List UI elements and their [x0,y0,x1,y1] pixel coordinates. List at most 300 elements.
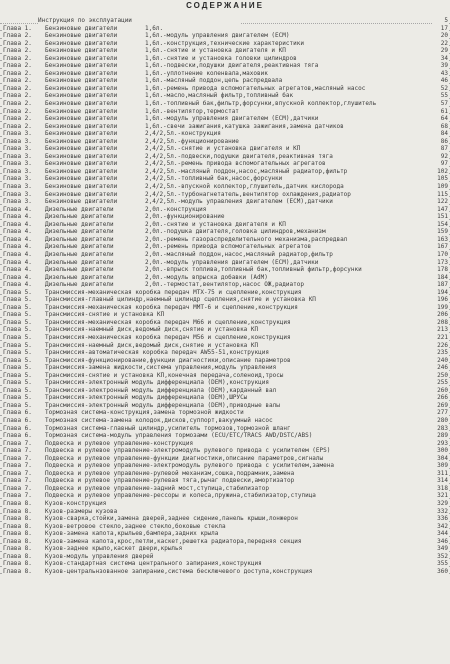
toc-heading: СОДЕРЖАНИЕ [186,1,264,10]
toc-page-number: 235 [432,349,448,357]
toc-chapter: Глава 6. [3,432,45,440]
toc-part: Бензиновые двигатели [45,198,145,206]
toc-chapter: Глава 3. [3,138,45,146]
toc-page-number: 20 [432,32,448,40]
toc-chapter: Глава 1. [3,25,45,33]
toc-chapter: Глава 3. [3,153,45,161]
toc-page-number: 336 [432,515,448,523]
toc-row[interactable] [0,319,450,327]
toc-page-number: 269 [432,402,448,410]
toc-part: Бензиновые двигатели [45,138,145,146]
toc-chapter: Глава 2. [3,40,45,48]
toc-page-number: 184 [432,274,448,282]
toc-part: Подвеска и рулевое управление-рулевой механизм,сошка,подрамник,замена [45,470,432,478]
toc-row[interactable] [0,168,450,176]
toc-page-number: 22 [432,40,448,48]
toc-row[interactable] [0,130,450,138]
toc-part: Трансмиссия-электронный модуль дифференциала (DEM),ШРУСы [45,394,432,402]
toc-page-number: 309 [432,462,448,470]
toc-part: Дизельные двигатели [45,281,145,289]
toc-page-number: 240 [432,357,448,365]
toc-page-number: 170 [432,251,448,259]
toc-chapter: Глава 2. [3,100,45,108]
toc-row[interactable] [0,160,450,168]
toc-page-number: 84 [432,130,448,138]
toc-part: Трансмиссия-механическая коробка передач ММТ-6 и сцепление,конструкция [45,304,432,312]
toc-page-number: 213 [432,326,448,334]
toc-page-number: 280 [432,417,448,425]
toc-row[interactable] [0,409,450,417]
toc-part: Подвеска и рулевое управление-электромодуль рулевого привода с усилителем (EPS) [45,447,432,455]
toc-page-number: 311 [432,470,448,478]
toc-part: Дизельные двигатели [45,206,145,214]
toc-part: Дизельные двигатели [45,221,145,229]
toc-chapter: Глава 3. [3,175,45,183]
toc-part: Трансмиссия-механическая коробка передач МТХ-75 и сцепление,конструкция [45,289,432,297]
toc-row[interactable] [0,387,450,395]
toc-chapter: Глава 8. [3,545,45,553]
toc-chapter: Глава 5. [3,387,45,395]
toc-part: Бензиновые двигатели [45,108,145,116]
toc-page-number: 260 [432,387,448,395]
toc-row[interactable] [0,508,450,516]
toc-part: Дизельные двигатели [45,266,145,274]
toc-part: Бензиновые двигатели [45,25,145,33]
toc-row[interactable] [0,55,450,63]
toc-row[interactable] [0,515,450,523]
toc-section: 2,4/2,5л.-масляный поддон,насос,масляный радиатор,фильтр [145,168,432,176]
toc-page-number: 87 [432,145,448,153]
toc-row[interactable] [0,485,450,493]
toc-chapter: Глава 8. [3,568,45,576]
toc-page-number: 349 [432,545,448,553]
toc-page-number: 187 [432,281,448,289]
toc-row[interactable] [0,206,450,214]
toc-part: Трансмиссия-механическая коробка передач M66 и сцепление,конструкция [45,319,432,327]
toc-page-number: 55 [432,92,448,100]
toc-section: 2,0л.-модуль впрыскa добавки (AdM) [145,274,432,282]
toc-row[interactable] [0,530,450,538]
toc-part: Бензиновые двигатели [45,168,145,176]
toc-section: 2,4/2,5л.-впускной коллектор,глушитель,датчик кислорода [145,183,432,191]
toc-row[interactable] [0,545,450,553]
toc-row[interactable] [0,259,450,267]
toc-part: Дизельные двигатели [45,228,145,236]
toc-list [0,17,450,575]
toc-page-number: 352 [432,553,448,561]
toc-section: 2,0л.-модуль управления двигателем (ECM),датчики [145,259,432,267]
toc-page-number: 102 [432,168,448,176]
toc-row[interactable] [0,85,450,93]
toc-section: 2,4/2,5л.-топливный бак,насос,форсунки [145,175,432,183]
toc-chapter: Глава 8. [3,515,45,523]
toc-chapter: Глава 4. [3,274,45,282]
toc-chapter: Глава 4. [3,259,45,267]
toc-chapter: Глава 4. [3,281,45,289]
toc-section: 2,0л.-впрыск топлива,топливный бак,топливный фильтр,форсунки [145,266,432,274]
toc-page-number: 246 [432,364,448,372]
toc-row[interactable] [0,236,450,244]
toc-part: Бензиновые двигатели [45,47,145,55]
toc-page-number: 196 [432,296,448,304]
toc-page-number: 34 [432,55,448,63]
toc-part: Кузов-заднее крыло,каскет двери,крылья [45,545,432,553]
toc-page-number: 159 [432,228,448,236]
toc-row[interactable] [0,77,450,85]
toc-chapter: Глава 8. [3,538,45,546]
toc-part: Кузов-центральнзованное запирание,система бесключевого доступа,конструкция [45,568,432,576]
toc-part: Подвеска и рулевое управление-рулевая тяга,рычаг подвески,амортизатор [45,477,432,485]
toc-section: 1,6л.-уплотнение коленвала,маховик [145,70,432,78]
toc-chapter: Глава 2. [3,85,45,93]
toc-part: Трансмиссия-снятие и установка КП [45,311,432,319]
toc-part: Бензиновые двигатели [45,153,145,161]
toc-row[interactable] [0,92,450,100]
toc-part: Бензиновые двигатели [45,100,145,108]
toc-part: Бензиновые двигатели [45,85,145,93]
toc-row[interactable] [0,462,450,470]
toc-chapter: Глава 5. [3,289,45,297]
toc-part: Кузов-замена капота,крыльев,бампера,задних крыла [45,530,432,538]
toc-page-number: 194 [432,289,448,297]
toc-chapter: Глава 7. [3,462,45,470]
toc-row[interactable] [0,311,450,319]
toc-chapter: Глава 4. [3,243,45,251]
toc-page-number: 318 [432,485,448,493]
toc-chapter: Глава 2. [3,70,45,78]
toc-row[interactable] [0,228,450,236]
toc-chapter: Глава 5. [3,342,45,350]
toc-section: 2,0л.-масляный поддон,насос,масляный радиатор,фильтр [145,251,432,259]
toc-chapter: Глава 2. [3,55,45,63]
toc-chapter: Глава 4. [3,206,45,214]
toc-row[interactable] [0,47,450,55]
toc-page-number: 151 [432,213,448,221]
toc-part: Бензиновые двигатели [45,77,145,85]
toc-row[interactable] [0,417,450,425]
toc-section: 2,4/2,5л.-конструкция [145,130,432,138]
toc-part: Трансмиссия-главный цилиндр,наемный цилиндр сцепления,снятие и установка КП [45,296,432,304]
toc-row[interactable] [0,455,450,463]
toc-section: 1,6л.-масляный поддон,цепь распредвала [145,77,432,85]
toc-chapter: Глава 3. [3,160,45,168]
toc-page-number: 97 [432,160,448,168]
toc-page-number: 226 [432,342,448,350]
toc-row[interactable] [0,372,450,380]
toc-row[interactable] [0,500,450,508]
toc-part: Трансмиссия-электронный модуль дифференциала (DEM),приводные валы [45,402,432,410]
toc-row[interactable] [0,402,450,410]
toc-section: 2,4/2,5л.-модуль управления двигателем (ECM),датчики [145,198,432,206]
toc-part: Бензиновые двигатели [45,55,145,63]
toc-part: Бензиновые двигатели [45,183,145,191]
toc-chapter: Глава 4. [3,236,45,244]
toc-part: Бензиновые двигатели [45,160,145,168]
toc-page-number: 147 [432,206,448,214]
toc-row[interactable] [0,191,450,199]
toc-chapter: Глава 2. [3,92,45,100]
toc-part: Подвеска и рулевое управление-конструкция [45,440,432,448]
toc-chapter: Глава 3. [3,145,45,153]
toc-part: Дизельные двигатели [45,236,145,244]
toc-row[interactable] [0,538,450,546]
toc-page-number: 206 [432,311,448,319]
toc-page-number: 344 [432,530,448,538]
toc-row[interactable] [0,523,450,531]
toc-page-number: 46 [432,77,448,85]
toc-chapter: Глава 5. [3,311,45,319]
toc-chapter: Глава 4. [3,228,45,236]
toc-row[interactable] [0,560,450,568]
toc-section: 1,6л.-ремень привода вспомогательных агрегатов,масляный насос [145,85,432,93]
toc-row[interactable] [0,40,450,48]
toc-part: Трансмиссия-наемный диск,ведомый диск,снятие и установка КП [45,326,432,334]
toc-chapter: Глава 4. [3,213,45,221]
toc-section: 2,4/2,5л.-подвески,подушки двигателя,реактивная тяга [145,153,432,161]
toc-chapter: Глава 4. [3,251,45,259]
toc-section: 2,0л.-конструкция [145,206,432,214]
toc-part: Бензиновые двигатели [45,70,145,78]
toc-page-number: 293 [432,440,448,448]
toc-part: Бензиновые двигатели [45,145,145,153]
toc-chapter: Глава 5. [3,304,45,312]
toc-part: Бензиновые двигатели [45,130,145,138]
toc-row[interactable] [0,243,450,251]
toc-chapter: Глава 7. [3,485,45,493]
toc-row[interactable] [0,198,450,206]
toc-part: Трансмиссия-функционирование,функции диагностики,описание параметров [45,357,432,365]
toc-row[interactable] [0,138,450,146]
toc-row[interactable] [0,145,450,153]
toc-chapter: Глава 6. [3,425,45,433]
toc-part: Подвеска и рулевое управление-рессоры и колеса,пружина,стабилизатор,ступица [45,492,432,500]
toc-page-number: 346 [432,538,448,546]
toc-row[interactable] [0,266,450,274]
toc-page-number: 321 [432,492,448,500]
toc-row[interactable] [0,568,450,576]
toc-section: 2,0л.-ремень газораспределительного механизма,распредвал [145,236,432,244]
toc-row[interactable] [0,183,450,191]
toc-row[interactable] [0,70,450,78]
toc-page-number: 39 [432,62,448,70]
toc-section: 1,6л.-вентилятор,термостат [145,108,432,116]
toc-section: 2,0л.-функционирование [145,213,432,221]
toc-chapter: Глава 3. [3,168,45,176]
toc-row[interactable] [0,334,450,342]
toc-page-number: 122 [432,198,448,206]
toc-intro-label: Инструкция по эксплуатации [38,17,240,25]
toc-row[interactable] [0,447,450,455]
toc-part: Бензиновые двигатели [45,123,145,131]
toc-page-number: 277 [432,409,448,417]
toc-row[interactable] [0,364,450,372]
toc-chapter: Глава 5. [3,394,45,402]
toc-row[interactable] [0,477,450,485]
toc-chapter: Глава 7. [3,447,45,455]
toc-chapter: Глава 2. [3,32,45,40]
toc-chapter: Глава 5. [3,349,45,357]
toc-row[interactable] [0,281,450,289]
toc-page-number: 355 [432,560,448,568]
toc-part: Бензиновые двигатели [45,62,145,70]
toc-page-number: 221 [432,334,448,342]
toc-chapter: Глава 8. [3,553,45,561]
toc-row[interactable] [0,440,450,448]
toc-page-number: 178 [432,266,448,274]
toc-chapter: Глава 4. [3,266,45,274]
toc-chapter: Глава 5. [3,357,45,365]
toc-page-number: 342 [432,523,448,531]
toc-page-number: 167 [432,243,448,251]
toc-chapter: Глава 8. [3,560,45,568]
toc-part: Кузов-ветровое стекло,заднее стекло,боковые стекла [45,523,432,531]
toc-section: 2,4/2,5л.-функционирование [145,138,432,146]
toc-chapter: Глава 3. [3,198,45,206]
toc-part: Тормозная система-модуль управления тормозами (ECU/ETC/TRACS AWD/DSTC/ABS) [45,432,432,440]
toc-row[interactable] [0,221,450,229]
toc-part: Трансмиссия-электронный модуль дифференциала (DEM),карданный вал [45,387,432,395]
toc-row[interactable] [0,289,450,297]
toc-chapter: Глава 5. [3,402,45,410]
toc-part: Дизельные двигатели [45,213,145,221]
toc-part: Тормозная система-конструкция,замена тормозной жидкости [45,409,432,417]
toc-page-number: 266 [432,394,448,402]
toc-row[interactable] [0,394,450,402]
toc-row[interactable] [0,213,450,221]
toc-row[interactable] [0,342,450,350]
toc-page-number: 360 [432,568,448,576]
toc-part: Кузов-замена капота,крос,петли,каскет,решетка радиатора,передняя секция [45,538,432,546]
toc-row[interactable] [0,349,450,357]
toc-part: Бензиновые двигатели [45,40,145,48]
toc-chapter: Глава 2. [3,108,45,116]
toc-row[interactable] [0,251,450,259]
toc-row[interactable] [0,108,450,116]
toc-part: Подвеска и рулевое управление-электромодуль рулевого привода с усилителем,замена [45,462,432,470]
toc-page-number: 304 [432,455,448,463]
toc-chapter: Глава 3. [3,183,45,191]
toc-part: Кузов-модуль управления дверей [45,553,432,561]
toc-row[interactable] [0,62,450,70]
toc-page-number: 86 [432,138,448,146]
toc-page-number: 329 [432,500,448,508]
toc-part: Дизельные двигатели [45,243,145,251]
toc-section: 1,6л.-снятие и установка головки цилиндров [145,55,432,63]
toc-chapter: Глава 2. [3,123,45,131]
toc-row[interactable] [0,274,450,282]
toc-section: 1,6л.-масло,масляный фильтр,топливный бак [145,92,432,100]
toc-part: Тормозная система-замена колодок,дисков,суппорт,вакуумный насос [45,417,432,425]
toc-chapter: Глава 7. [3,470,45,478]
toc-row[interactable] [0,115,450,123]
toc-page-number: 68 [432,123,448,131]
toc-page-number: 314 [432,477,448,485]
toc-page-number: 52 [432,85,448,93]
toc-section: 2,0л.-снятие и установка двигателя и КП [145,221,432,229]
toc-page-number: 332 [432,508,448,516]
toc-row[interactable] [0,357,450,365]
toc-row[interactable] [0,432,450,440]
toc-page-number: 255 [432,379,448,387]
toc-part: Бензиновые двигатели [45,115,145,123]
toc-row[interactable] [0,304,450,312]
toc-part: Трансмиссия-снятие и установка КП,конечная передача,соленоид,тросы [45,372,432,380]
toc-section: 1,6л.-конструкция,технические характеристики [145,40,432,48]
toc-row[interactable] [0,553,450,561]
toc-intro-row[interactable] [0,17,450,25]
toc-chapter: Глава 7. [3,455,45,463]
toc-part: Подвеска и рулевое управление-задний мост,ступица,стабилизатор [45,485,432,493]
toc-part: Подвеска и рулевое управление-функции диагностики,описание параметров,сигналы [45,455,432,463]
toc-row[interactable] [0,123,450,131]
toc-row[interactable] [0,153,450,161]
toc-chapter: Глава 2. [3,47,45,55]
toc-page-number: 289 [432,432,448,440]
toc-chapter: Глава 6. [3,417,45,425]
toc-part: Кузов-сварка,стойки,замена дверей,заднее сидение,панель крыши,лонжерон [45,515,432,523]
toc-chapter: Глава 2. [3,77,45,85]
toc-row[interactable] [0,425,450,433]
toc-chapter: Глава 2. [3,115,45,123]
toc-row[interactable] [0,326,450,334]
toc-chapter: Глава 7. [3,492,45,500]
toc-chapter: Глава 5. [3,372,45,380]
toc-part: Бензиновые двигатели [45,92,145,100]
toc-page-number: 115 [432,191,448,199]
toc-section: 2,0л.-ремень привода вспомогательных агрегатов [145,243,432,251]
toc-row[interactable] [0,492,450,500]
toc-page-number: 17 [432,25,448,33]
toc-chapter: Глава 5. [3,296,45,304]
toc-chapter: Глава 8. [3,500,45,508]
toc-page-number: 29 [432,47,448,55]
toc-page-number: 57 [432,100,448,108]
toc-row[interactable] [0,25,450,33]
toc-chapter: Глава 8. [3,530,45,538]
toc-row[interactable] [0,379,450,387]
toc-page-number: 154 [432,221,448,229]
toc-chapter: Глава 6. [3,409,45,417]
toc-section: 1,6л. [145,25,432,33]
toc-part: Трансмиссия-замена жидкости,система управления,модуль управления [45,364,432,372]
toc-row[interactable] [0,32,450,40]
toc-row[interactable] [0,470,450,478]
toc-chapter: Глава 8. [3,508,45,516]
toc-row[interactable] [0,100,450,108]
toc-chapter: Глава 7. [3,477,45,485]
toc-part: Тормозная система-главный цилиндр,усилитель тормозов,тормозной шланг [45,425,432,433]
toc-section: 2,4/2,5л.-снятие и установка двигателя и КП [145,145,432,153]
toc-chapter: Глава 3. [3,130,45,138]
toc-part: Бензиновые двигатели [45,191,145,199]
toc-page-number: 163 [432,236,448,244]
toc-page-number: 250 [432,372,448,380]
toc-row[interactable] [0,296,450,304]
toc-page-number: 61 [432,108,448,116]
toc-part: Трансмиссия-электронный модуль дифференциала (DEM),конструкция [45,379,432,387]
toc-section: 1,6л.-свечи зажигания,катушка зажигания,замена датчиков [145,123,432,131]
toc-section: 2,0л.-термостат,вентилятор,насос ОЖ,радиатор [145,281,432,289]
toc-section: 1,6л.-снятие и установка двигателя и КП [145,47,432,55]
toc-part: Бензиновые двигатели [45,175,145,183]
toc-page-number: 64 [432,115,448,123]
toc-row[interactable] [0,175,450,183]
toc-chapter: Глава 5. [3,364,45,372]
toc-page-number: 109 [432,183,448,191]
toc-intro-page: 5 [432,17,448,25]
toc-part: Дизельные двигатели [45,274,145,282]
toc-part: Дизельные двигатели [45,251,145,259]
